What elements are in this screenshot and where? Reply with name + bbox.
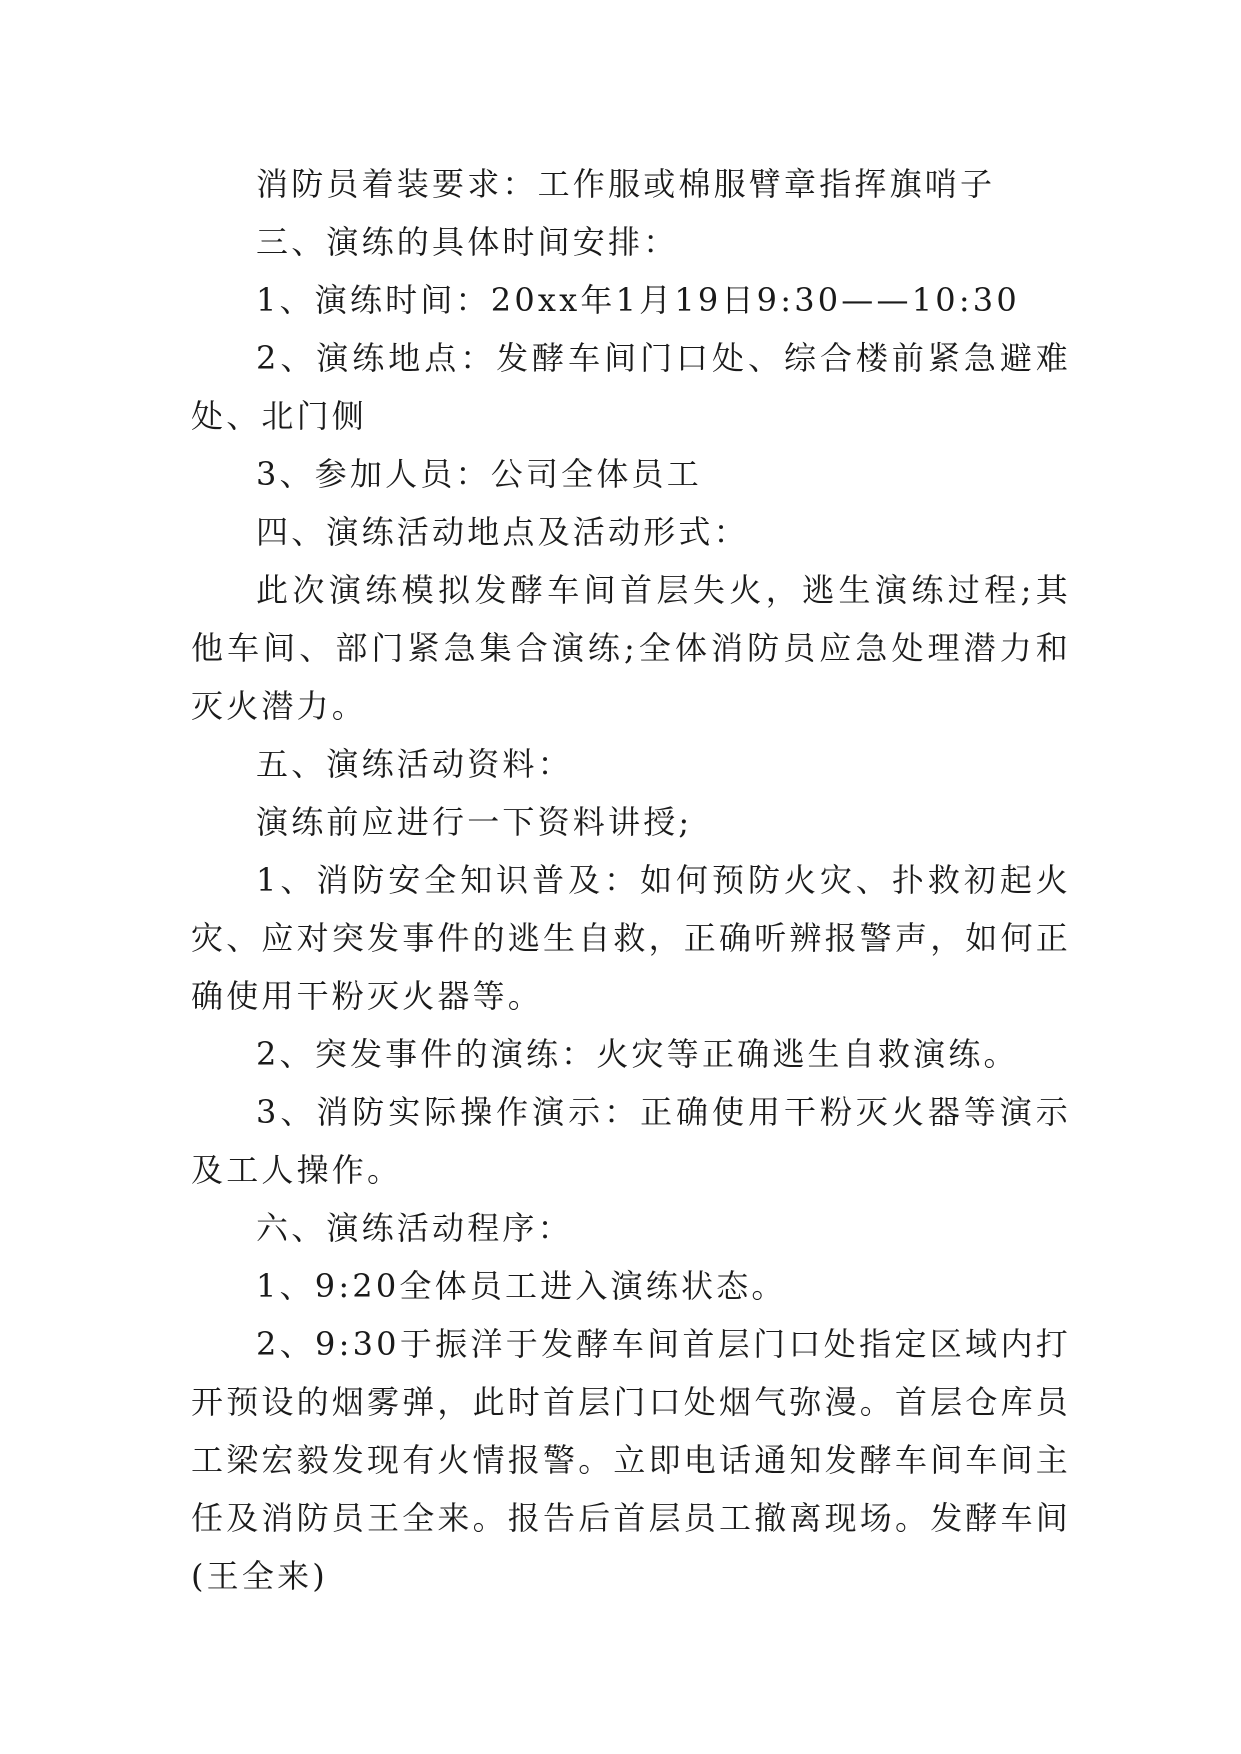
paragraph-participants: 3、参加人员：公司全体员工	[256, 455, 702, 493]
paragraph-step-2: 2、9:30于振洋于发酵车间首层门口处指定区域内打开预设的烟雾弹，此时首层门口处烟气弥漫。首层仓库员工梁宏毅发现有火情报警。立即电话通知发酵车间车间主任及消防员王全来。报告后首层员工撤离现场。发酵车间(王全来)	[191, 1325, 1072, 1595]
paragraph-attire: 消防员着装要求：工作服或棉服臂章指挥旗哨子	[256, 165, 996, 203]
paragraph-drill-location: 2、演练地点：发酵车间门口处、综合楼前紧急避难处、北门侧	[191, 339, 1071, 435]
paragraph-demo: 3、消防实际操作演示：正确使用干粉灭火器等演示及工人操作。	[191, 1093, 1071, 1189]
paragraph-knowledge: 1、消防安全知识普及：如何预防火灾、扑救初起火灾、应对突发事件的逃生自救，正确听辨报警声，如何正确使用干粉灭火器等。	[191, 861, 1072, 1015]
paragraph-pre-drill: 演练前应进行一下资料讲授;	[256, 803, 693, 841]
heading-procedure: 六、演练活动程序：	[256, 1209, 573, 1247]
paragraph-emergency-drill: 2、突发事件的演练：火灾等正确逃生自救演练。	[256, 1035, 1019, 1073]
heading-materials: 五、演练活动资料：	[256, 745, 573, 783]
document-body	[191, 155, 1071, 1605]
heading-location-form: 四、演练活动地点及活动形式：	[256, 513, 749, 551]
heading-schedule: 三、演练的具体时间安排：	[256, 223, 679, 261]
paragraph-step-1: 1、9:20全体员工进入演练状态。	[256, 1267, 787, 1305]
paragraph-simulation: 此次演练模拟发酵车间首层失火，逃生演练过程;其他车间、部门紧急集合演练;全体消防员应急处理潜力和灭火潜力。	[191, 571, 1071, 725]
paragraph-drill-time: 1、演练时间：20xx年1月19日9:30——10:30	[256, 281, 1020, 319]
